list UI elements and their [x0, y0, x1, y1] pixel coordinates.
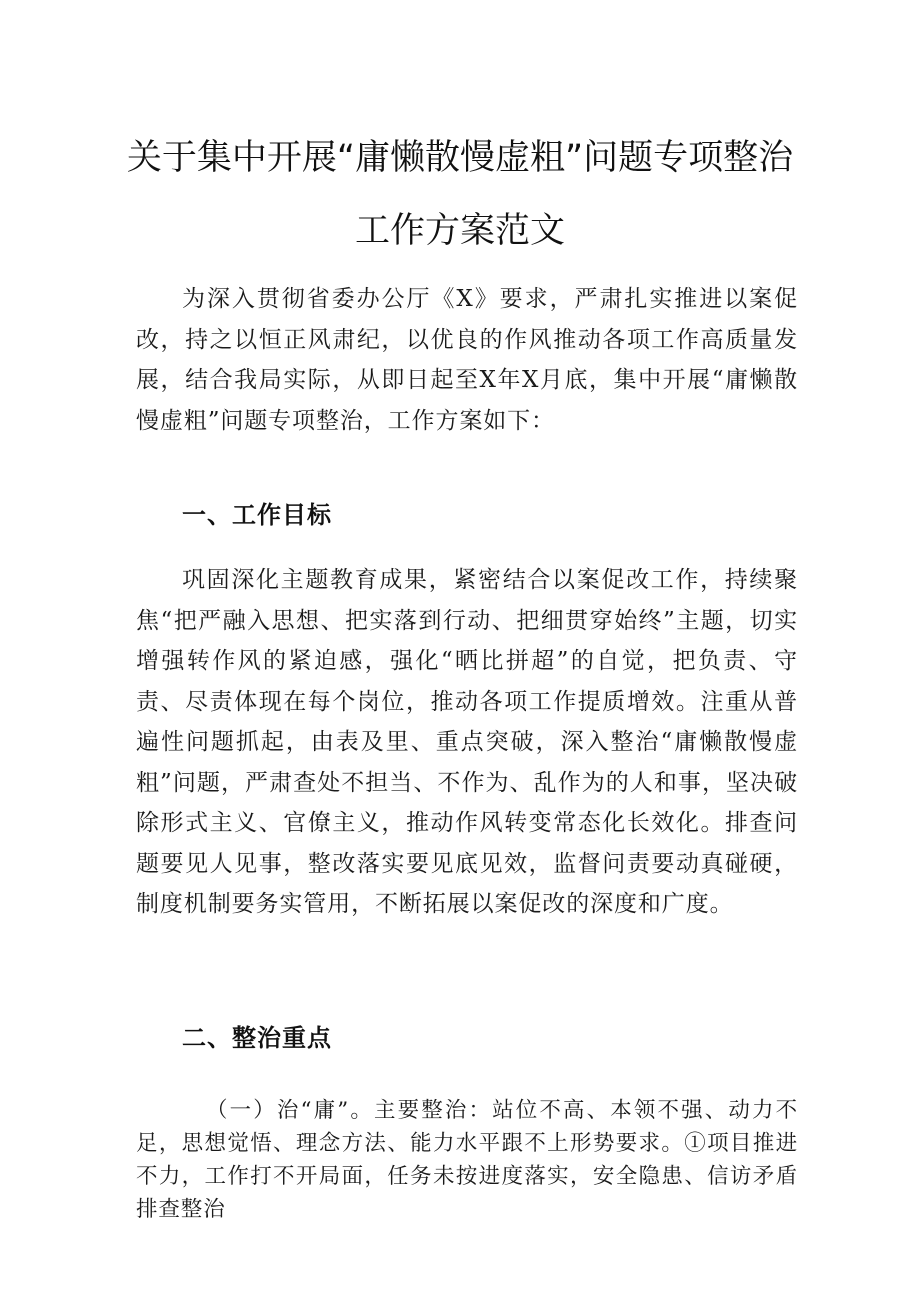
document-title-line-1: 关于集中开展“庸懒散慢虚粗”问题专项整治 — [126, 138, 794, 178]
section-heading-focus: 二、整治重点 — [182, 1024, 332, 1052]
goals-paragraph: 巩固深化主题教育成果，紧密结合以案促改工作，持续聚焦“把严融入思想、把实落到行动、把细贯穿始终”主题，切实增强转作风的紧迫感，强化“晒比拼超”的自觉，把负责、守责、尽责体现在每个岗位，推动各项工作提质增效。注重从普遍性问题抓起，由表及里、重点突破，深入整治“庸懒散慢虚粗”问题，严肃查处不担当、不作为、乱作为的人和事，坚决破除形式主义、官僚主义，推动作风转变常态化长效化。排查问题要见人见事，整改落实要见底见效，监督问责要动真碰硬，制度机制要务实管用，不断拓展以案促改的深度和广度。 — [136, 567, 798, 917]
section-heading-goals: 一、工作目标 — [182, 501, 332, 529]
intro-paragraph: 为深入贯彻省委办公厅《X》要求，严肃扎实推进以案促改，持之以恒正风肃纪，以优良的作风推动各项工作高质量发展，结合我局实际，从即日起至X年X月底，集中开展“庸懒散慢虚粗”问题专项整治，工作方案如下： — [136, 286, 798, 434]
focus-item-paragraph: （一）治“庸”。主要整治：站位不高、本领不强、动力不足，思想觉悟、理念方法、能力水平跟不上形势要求。①项目推进不力，工作打不开局面，任务未按进度落实，安全隐患、信访矛盾排查整治 — [136, 1098, 798, 1222]
document-title-line-2: 工作方案范文 — [354, 211, 565, 251]
